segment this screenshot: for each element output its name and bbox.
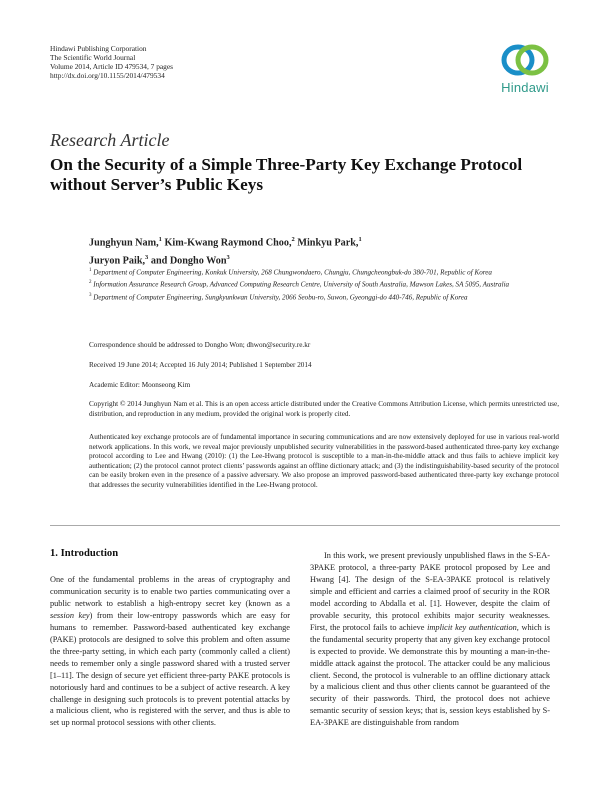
affiliation-text: Department of Computer Engineering, Sungkyunkwan University, 2066 Seobu-ro, Suwon, Gyeonggi-do 440-746, Republic of Korea (93, 292, 468, 301)
affiliation-item (89, 266, 559, 278)
intro-right-text-end: , which is the fundamental security property that any given key exchange protocol is expected to provide. We demonstrate this by mounting a man-in-the-middle attack against the protocol. The attacker could be any malicious client. Second, the protocol is vulnerable to an offline dictionary attack by a malicious client and thus other clients cannot be guaranteed of the security of their passwords. Third, the protocol does not achieve semantic security of session keys; that is, session keys established by S-EA-3PAKE are distinguishable from random (310, 622, 550, 728)
volume-info: Volume 2014, Article ID 479534, 7 pages (50, 62, 174, 71)
logo-text: Hindawi (501, 80, 549, 95)
copyright-notice: Copyright © 2014 Junghyun Nam et al. This is an open access article distributed under the Creative Commons Attribution License, which permits unrestricted use, distribution, and reproduction in any medium, provided the original work is properly cited. (89, 400, 559, 418)
correspondence: Correspondence should be addressed to Dongho Won; dhwon@security.re.kr (89, 341, 311, 349)
section-divider (50, 525, 560, 526)
article-type: Research Article (50, 130, 170, 150)
intro-left-text-end: ) from their low-entropy passwords which are easy for humans to remember. Password-based authenticated key exchange (PAKE) protocols are designed to solve this problem and often assume the three-party setting, in which each party (commonly called a client) needs to remember only a single password shared with a trusted server [1–11]. The design of secure yet efficient three-party PAKE protocols is notoriously hard and continues to be a subject of active research. A key challenge in designing such protocols is to prevent potential attacks by a malicious client, who is registered with the server, and thus is able to set up normal protocol sessions with other clients. (50, 610, 291, 728)
intro-left-emphasis: session key (50, 610, 90, 620)
affiliation-text: Information Assurance Research Group, Advanced Computing Research Centre, University of South Australia, Mawson Lakes, SA 5095, Australia (93, 280, 510, 289)
author-sup: 3 (226, 254, 230, 262)
affiliation-item (89, 278, 559, 290)
publisher-name: Hindawi Publishing Corporation (50, 44, 147, 53)
article-title: On the Security of a Simple Three-Party Key Exchange Protocol without Server’s Public Keys (50, 155, 523, 194)
intro-left-text: One of the fundamental problems in the areas of cryptography and communication security is to enable two parties communicating over a public network to establish a high-entropy secret key (known as a (50, 575, 290, 608)
author-sup: 1 (358, 236, 362, 243)
intro-right-text: In this work, we present previously unpublished flaws in the S-EA-3PAKE protocol, a three-party PAKE protocol proposed by Lee and Hwang [4]. The design of the S-EA-3PAKE protocol is relatively simple and efficient and carries a claimed proof of security in the ROR model according to Abdalla et al. [1]. However, despite the claim of provable security, this protocol exhibits major security weaknesses. First, the protocol fails to achieve (310, 551, 550, 632)
author-name: Junghyun Nam, (89, 237, 159, 249)
author-sup: 3 (145, 254, 149, 262)
author-sup: 1 (158, 236, 162, 243)
author-name: Kim-Kwang Raymond Choo, (164, 237, 292, 249)
journal-name: The Scientific World Journal (50, 53, 136, 62)
author-name: Juryon Paik, (89, 255, 146, 267)
affiliation-item (89, 291, 559, 303)
affiliation-text: Department of Computer Engineering, Konkuk University, 268 Chungwondaero, Chungju, Chungcheongbuk-do 380-701, Republic of Korea (93, 268, 492, 277)
author-list (89, 232, 529, 269)
author-sup: 2 (291, 236, 295, 243)
academic-editor: Academic Editor: Moonseong Kim (89, 381, 191, 389)
publisher-info (50, 44, 173, 80)
doi-link[interactable]: http://dx.doi.org/10.1155/2014/479534 (50, 71, 165, 80)
publication-dates: Received 19 June 2014; Accepted 16 July 2014; Published 1 September 2014 (89, 361, 312, 369)
author-name: Minkyu Park, (297, 237, 359, 249)
affiliation-sup: 3 (89, 292, 92, 298)
section-heading: 1. Introduction (50, 548, 119, 559)
intro-right-emphasis: implicit key authentication (427, 622, 517, 632)
intro-left-column (50, 574, 290, 729)
hindawi-logo (494, 42, 556, 95)
author-name: and Dongho Won (150, 255, 227, 267)
affiliations (89, 266, 559, 303)
intro-right-column (310, 550, 550, 729)
hindawi-rings-icon (499, 42, 551, 78)
affiliation-sup: 2 (89, 280, 92, 286)
affiliation-sup: 1 (89, 268, 92, 273)
abstract: Authenticated key exchange protocols are of fundamental importance in securing communications and are now extensively deployed for use in various real-world network applications. In this work, we reveal major previously unpublished security vulnerabilities in the password-based authenticated three-party key exchange protocol according to Lee and Hwang (2010): (1) the Lee-Hwang protocol is susceptible to a man-in-the-middle attack and thus fails to achieve implicit key authentication; (2) the protocol cannot protect clients’ passwords against an offline dictionary attack; and (3) the indistinguishability-based security of the protocol can be easily broken even in the presence of a passive adversary. We also propose an improved password-based authenticated three-party key exchange protocol that addresses the security vulnerabilities identified in the Lee-Hwang protocol. (89, 433, 559, 489)
